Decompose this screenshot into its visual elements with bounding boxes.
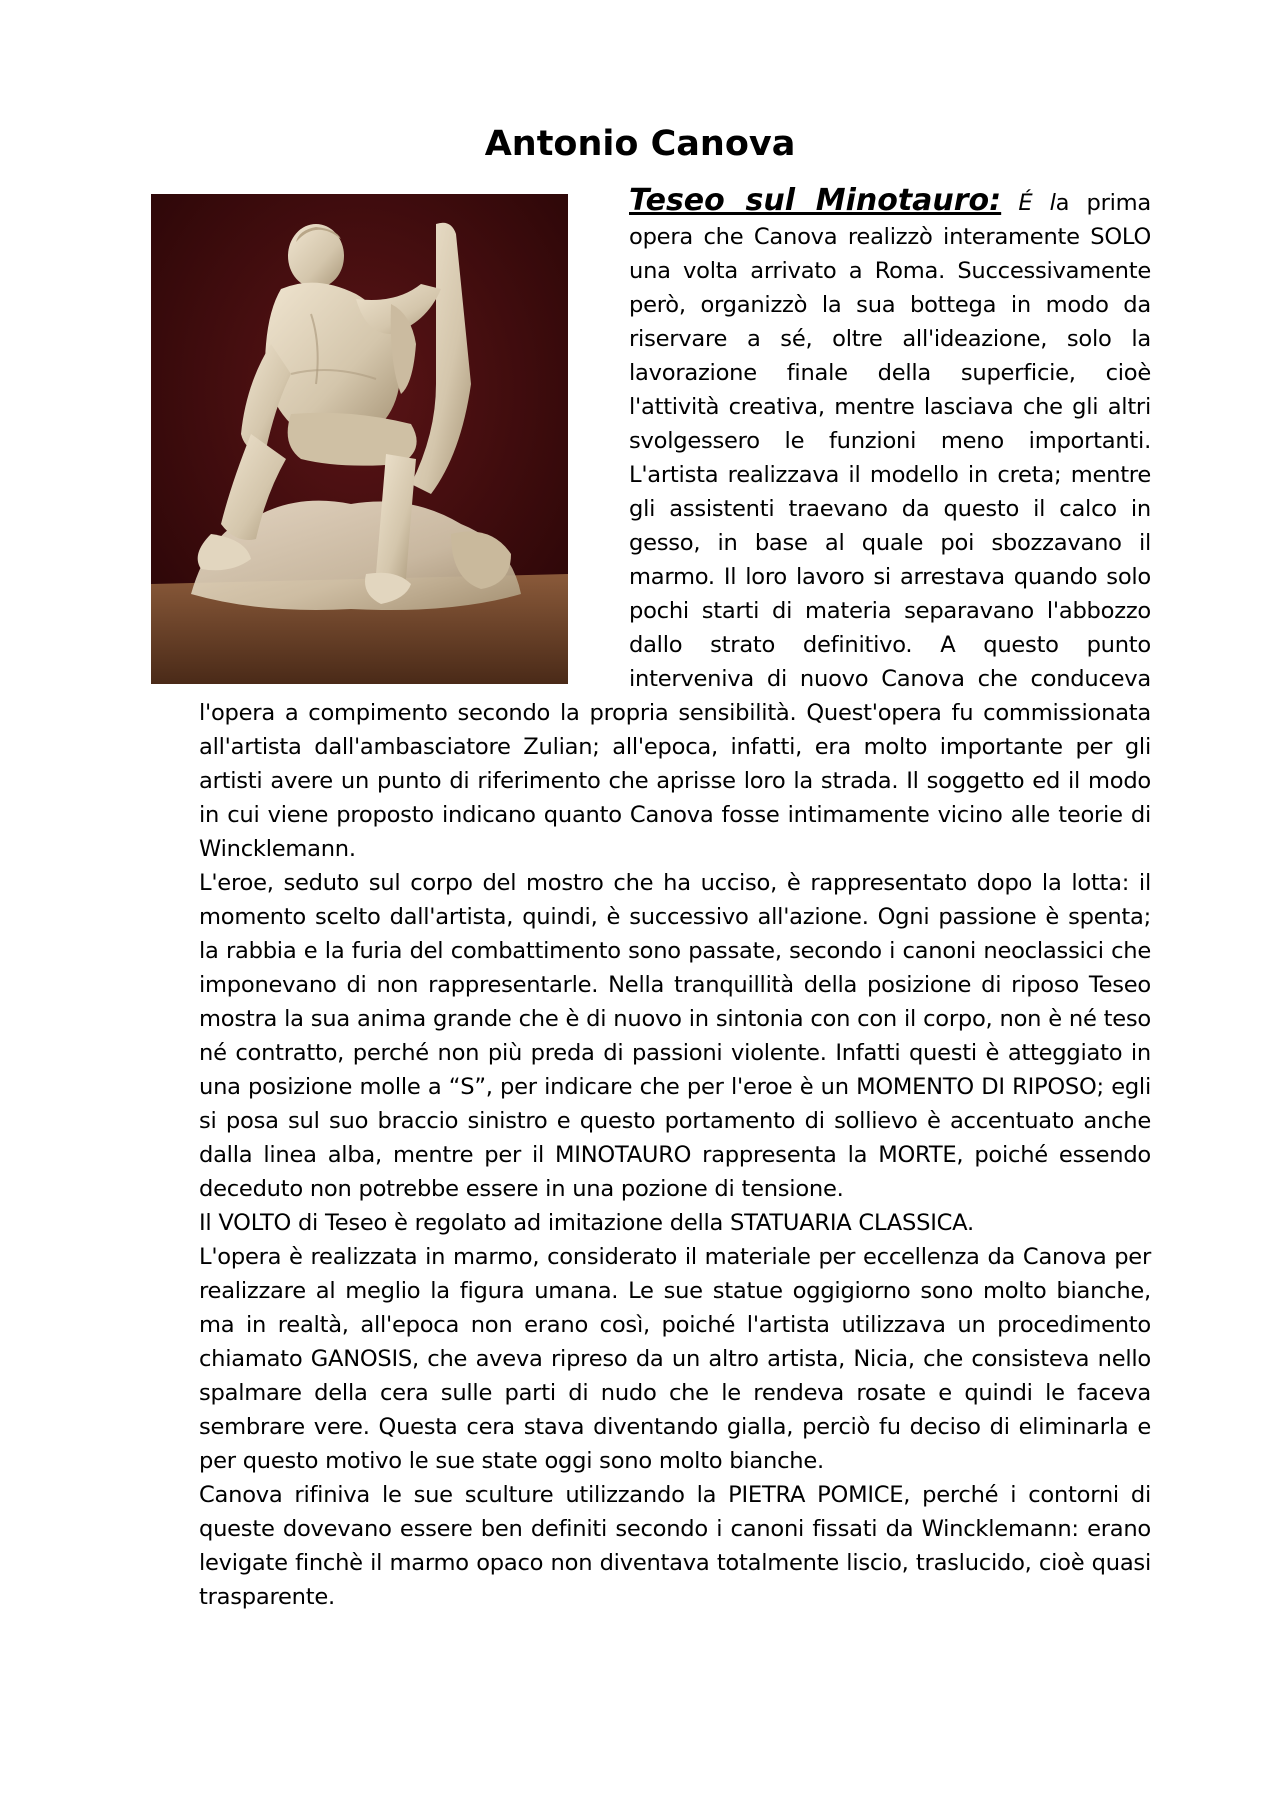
- paragraph-1-text: a prima opera che Canova realizzò interamente SOLO una volta arrivato a Roma. Successivamente però, organizzò la sua bottega in modo da riservare a sé, oltre all'ideazione, solo la lavorazione finale della superficie, cioè l'attività creativa, mentre lasciava che gli altri svolgessero le funzioni meno importanti. L'artista realizzava il modello in creta; mentre gli assistenti traevano da questo il calco in gesso, in base al quale poi sbozzavano il marmo. Il loro lavoro si arrestava quando solo pochi starti di materia separavano l'abbozzo dallo strato definitivo. A questo punto interveniva di nuovo Canova che conduceva l'opera a compimento secondo la propria sensibilità. Quest'opera fu commissionata all'artista dall'ambasciatore Zulian; all'epoca, infatti, era molto importante per gli artisti avere un punto di riferimento che aprisse loro la strada. Il soggetto ed il modo in cui viene proposto indicano quanto Canova fosse intimamente vicino alle teorie di Wincklemann.: [199, 190, 1151, 862]
- sculpture-photo-icon: [151, 194, 568, 684]
- paragraph-intro: [199, 184, 1151, 866]
- intro-italic-text: É l: [1018, 190, 1056, 216]
- section-heading: Teseo sul Minotauro:: [629, 183, 1002, 218]
- paragraph-2: L'eroe, seduto sul corpo del mostro che ha ucciso, è rappresentato dopo la lotta: il momento scelto dall'artista, quindi, è successivo all'azione. Ogni passione è spenta; la rabbia e la furia del combattimento sono passate, secondo i canoni neoclassici che imponevano di non rappresentarle. Nella tranquillità della posizione di riposo Teseo mostra la sua anima grande che è di nuovo in sintonia con con il corpo, non è né teso né contratto, perché non più preda di passioni violente. Infatti questi è atteggiato in una posizione molle a “S”, per indicare che per l'eroe è un MOMENTO DI RIPOSO; egli si posa sul suo braccio sinistro e questo portamento di sollievo è accentuato anche dalla linea alba, mentre per il MINOTAURO rappresenta la MORTE, poiché essendo deceduto non potrebbe essere in una pozione di tensione.: [199, 870, 1151, 1202]
- document-body: [199, 184, 1151, 1614]
- page-title: Antonio Canova: [484, 124, 796, 164]
- sculpture-photo: [151, 194, 568, 684]
- paragraph-3: Il VOLTO di Teseo è regolato ad imitazione della STATUARIA CLASSICA.: [199, 1210, 974, 1236]
- paragraph-4: L'opera è realizzata in marmo, considerato il materiale per eccellenza da Canova per realizzare al meglio la figura umana. Le sue statue oggigiorno sono molto bianche, ma in realtà, all'epoca non erano così, poiché l'artista utilizzava un procedimento chiamato GANOSIS, che aveva ripreso da un altro artista, Nicia, che consisteva nello spalmare della cera sulle parti di nudo che le rendeva rosate e quindi le faceva sembrare vere. Questa cera stava diventando gialla, perciò fu deciso di eliminarla e per questo motivo le sue state oggi sono molto bianche.: [199, 1244, 1151, 1474]
- paragraph-5: Canova rifiniva le sue sculture utilizzando la PIETRA POMICE, perché i contorni di queste dovevano essere ben definiti secondo i canoni fissati da Wincklemann: erano levigate finchè il marmo opaco non diventava totalmente liscio, traslucido, cioè quasi trasparente.: [199, 1482, 1151, 1610]
